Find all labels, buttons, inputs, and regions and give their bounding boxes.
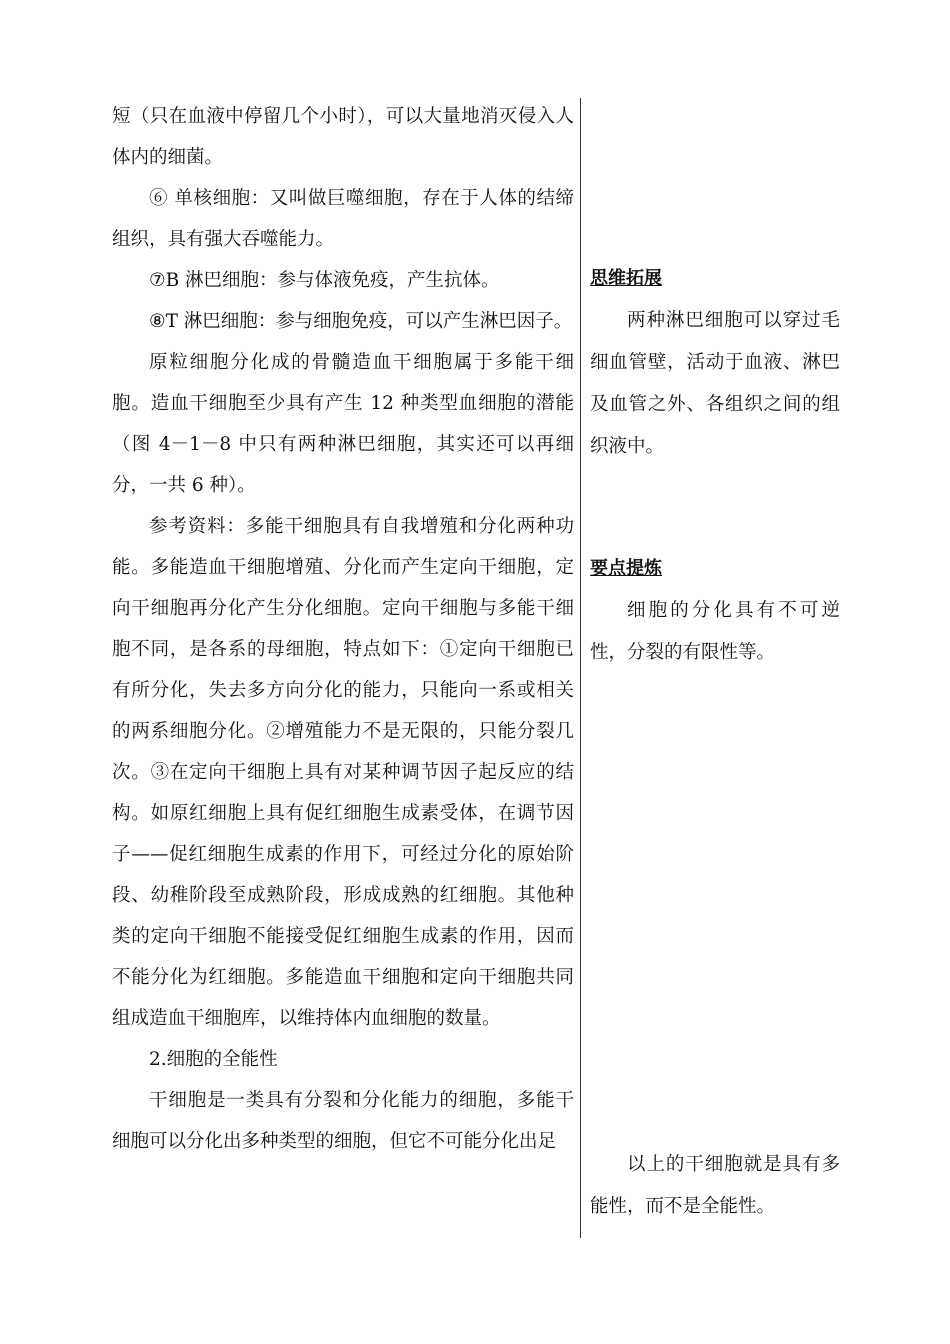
section-heading-totipotency: 2.细胞的全能性: [149, 1049, 278, 1070]
paragraph-b-lymphocyte: ⑦B 淋巴细胞：参与体液免疫，产生抗体。: [149, 270, 500, 291]
paragraph-neutrophil-end: 短（只在血液中停留几个小时），可以大量地消灭侵入人体内的细菌。: [112, 106, 574, 168]
column-divider: [580, 98, 581, 1238]
sidebar-text: 两种淋巴细胞可以穿过毛细血管壁，活动于血液、淋巴及血管之外、各组织之间的组织液中。: [590, 310, 840, 457]
sidebar-note-thinking-extension: [590, 258, 840, 468]
main-text-column: [112, 96, 574, 1162]
sidebar-heading: 要点提炼: [590, 558, 662, 579]
paragraph-stem-cell-definition: 干细胞是一类具有分裂和分化能力的细胞，多能干细胞可以分化出多种类型的细胞，但它不可能分化出足: [112, 1090, 574, 1152]
sidebar-heading: 思维拓展: [590, 268, 662, 289]
sidebar-text: 以上的干细胞就是具有多能性，而不是全能性。: [590, 1154, 840, 1217]
sidebar-note-pluripotency: [590, 1144, 840, 1228]
paragraph-monocyte: ⑥ 单核细胞：又叫做巨噬细胞，存在于人体的结缔组织，具有强大吞噬能力。: [112, 188, 574, 250]
paragraph-reference-material: 参考资料：多能干细胞具有自我增殖和分化两种功能。多能造血干细胞增殖、分化而产生定向干细胞，定向干细胞再分化产生分化细胞。定向干细胞与多能干细胞不同，是各系的母细胞，特点如下：①定向干细胞已有所分化，失去多方向分化的能力，只能向一系或相关的两系细胞分化。②增殖能力不是无限的，只能分裂几次。③在定向干细胞上具有对某种调节因子起反应的结构。如原红细胞上具有促红细胞生成素受体，在调节因子——促红细胞生成素的作用下，可经过分化的原始阶段、幼稚阶段至成熟阶段，形成成熟的红细胞。其他种类的定向干细胞不能接受促红细胞生成素的作用，因而不能分化为红细胞。多能造血干细胞和定向干细胞共同组成造血干细胞库，以维持体内血细胞的数量。: [112, 516, 574, 1029]
sidebar-note-key-points: [590, 548, 840, 674]
paragraph-t-lymphocyte: ⑧T 淋巴细胞：参与细胞免疫，可以产生淋巴因子。: [149, 311, 573, 332]
sidebar-text: 细胞的分化具有不可逆性，分裂的有限性等。: [590, 600, 840, 663]
paragraph-stem-cell-potential: 原粒细胞分化成的骨髓造血干细胞属于多能干细胞。造血干细胞至少具有产生 12 种类型血细胞的潜能（图 4－1－8 中只有两种淋巴细胞，其实还可以再细分，一共 6 种）。: [112, 352, 574, 496]
